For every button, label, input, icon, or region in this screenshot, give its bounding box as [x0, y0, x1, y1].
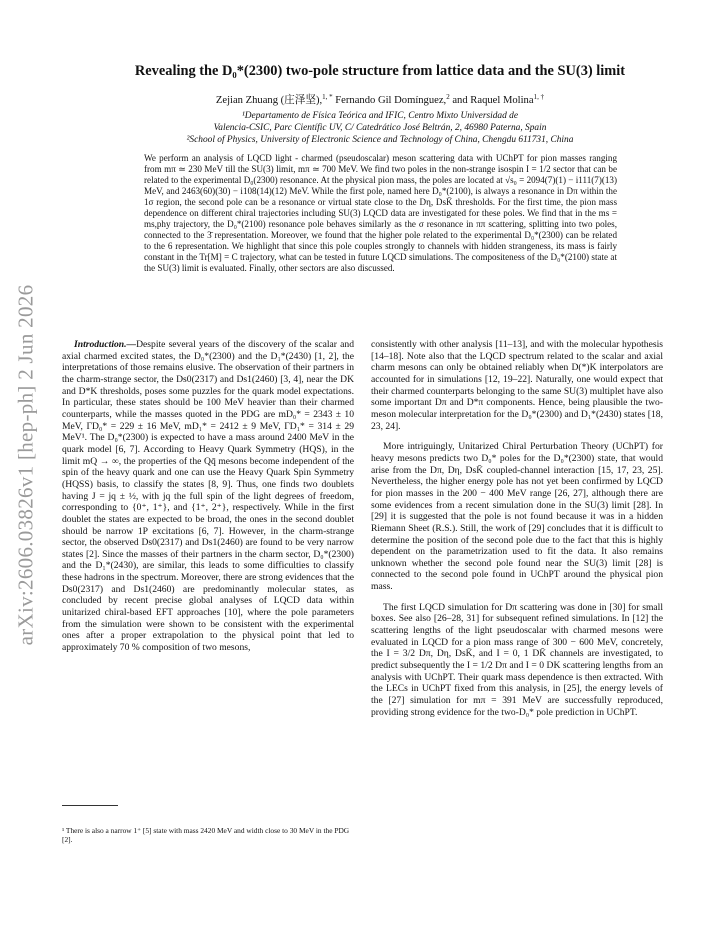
arxiv-id-text: arXiv:2606.03826v1 [hep-ph] 2 Jun 2026: [13, 284, 38, 646]
footnote-rule: [62, 805, 118, 806]
footnote: ¹ There is also a narrow 1⁺ [5] state with mass 2420 MeV and width close to 30 MeV in the PDG [2].: [62, 826, 350, 845]
affiliation-1-line-1: ¹Departamento de Física Teórica and IFIC, Centro Mixto Universidad de: [241, 111, 519, 121]
affiliation-2: ²School of Physics, University of Electronic Science and Technology of China, Chengdu 611731, China: [186, 135, 574, 145]
body-column-right: [371, 339, 663, 718]
arxiv-identifier-stamp: [6, 265, 46, 665]
author-2-marks: 2: [446, 93, 450, 101]
author-2: Fernando Gil Domínguez,: [335, 95, 447, 106]
body-column-left: [62, 339, 354, 654]
paper-title: Revealing the D₀*(2300) two-pole structure from lattice data and the SU(3) limit: [134, 63, 626, 79]
author-1-marks: 1, *: [322, 93, 333, 101]
author-3-marks: 1, †: [533, 93, 545, 101]
author-list: [90, 92, 670, 107]
paragraph-lqcd: The first LQCD simulation for Dπ scattering was done in [30] for small boxes. See also [26–28, 31] for subsequent refined simulations. In [12] the scattering lengths of the light pseudoscalar with charmed mesons were evaluated in LQCD for a pion mass range of 300 − 600 MeV, concretely, the I = 3/2 Dπ, Dη, DsK̄, and I = 0, 1 DK̄ channels are investigated, to predict subsequently the I = 1/2 Dπ and I = 0 DK scattering lengths from an analysis with UChPT. Their quark mass dependence is then extracted. With the LECs in UChPT fixed from this analysis, in [25], the energy levels of the [27] simulation for mπ = 391 MeV are successfully reproduced, providing strong evidence for the two-D₀* pole prediction in UChPT.: [371, 601, 663, 718]
author-1: Zejian Zhuang (庄泽坚),: [215, 95, 323, 106]
section-heading-introduction: Introduction.—: [74, 339, 137, 350]
intro-paragraph: [62, 339, 354, 654]
paragraph-continued: consistently with other analysis [11–13], and with the molecular hypothesis [14–18]. Note also that the LQCD spectrum related to the scalar and axial charm mesons can only be obtained reliably when D(*)K interpolators are accounted for in simulations [12, 19–22]. Naturally, one would expect that their charmed counterparts belonging to the same SU(3) multiplet have also some important Dπ and D*π components. Hence, being plausible the two-meson molecular interpretation for the D₀*(2300) and D₁*(2430) states [18, 23, 24].: [371, 339, 663, 432]
author-3: and Raquel Molina: [452, 95, 534, 106]
intro-paragraph-text: Despite several years of the discovery of the scalar and axial charmed excited states, the D₀*(2300) and the D₁*(2430) [1, 2], the interpretations of those remains elusive. The observation of their partners in the charm-strange sector, the Ds0(2317) and Ds1(2460) [3, 4], near the DK and D*K thresholds, poses some puzzles for the quark model expectations. In particular, these states should be 100 MeV heavier than their charmed counterparts, while the masses quoted in the PDG are mD₀* = 2343 ± 10 MeV, ΓD₀* = 229 ± 16 MeV, mD₁* = 2412 ± 9 MeV, ΓD₁* = 314 ± 29 MeV¹. The D₀*(2300) is expected to have a mass around 2400 MeV in the quark model [6, 7]. According to Heavy Quark Symmetry (HQS), in the limit mQ → ∞, the properties of the Qq̄ mesons become independent of the spin of the heavy quark and one can use the Heavy Quark Spin Symmetry (HQSS) basis, to classify the states [8, 9]. Thus, one finds two doublets having J = jq ± ½, with jq the full spin of the light degrees of freedom, corresponding to {0⁺, 1⁺}, and {1⁺, 2⁺}, respectively. While in the first doublet the states are expected to be broad, the ones in the second doublet should be narrow 1P excitations [6, 7]. However, in the charm-strange sector, the observed Ds0(2317) and Ds1(2460) are found to be very narrow states [2]. Since the masses of their partners in the charm sector, D₀*(2300) and the D₁*(2430), are similar, this leads to some difficulties to classify these hadrons in the spectrum. Moreover, there are strong evidences that the Ds0(2317) and Ds1(2460) are predominantly molecular states, as concluded by recent precise global analyses of LQCD data within unitarized chiral-based EFT approaches [10], where the pole parameters from the simulation were shown to be consistent with the experimental ones after a proper extrapolation to the physical point that led to approximately 70 % composition of two mesons,: [62, 339, 354, 654]
paragraph-uchpt: More intriguingly, Unitarized Chiral Perturbation Theory (UChPT) for heavy mesons predicts two D₀* poles for the D₀*(2300) state, that would arise from the Dπ, Dη, DsK̄ coupled-channel interaction [15, 17, 23, 25]. Nevertheless, the higher energy pole has not yet been confirmed by LQCD for pion masses in the 200 − 400 MeV range [26, 27], although there are some evidences from a recent simulation done in the SU(3) limit [28]. In [29] it is suggested that the pole is not found because it was in a hidden Riemann Sheet (R.S.). Still, the work of [29] concludes that it is difficult to determine the position of the second pole due to the fact that this is highly dependent on the parametrization used to fit the data. It also remains unknown whether the second pole found near the SU(3) limit [28] is connected to the second pole found in UChPT around the physical pion mass.: [371, 441, 663, 593]
affiliation-1-line-2: Valencia-CSIC, Parc Científic UV, C/ Catedrático José Beltrán, 2, 46980 Paterna, Spain: [213, 123, 547, 133]
abstract: We perform an analysis of LQCD light - charmed (pseudoscalar) meson scattering data with UChPT for pion masses ranging from mπ ≃ 230 MeV till the SU(3) limit, mπ ≃ 700 MeV. We find two poles in the non-strange isospin I = 1/2 sector that can be related to the experimental D₀(2300) resonance. At the physical pion mass, the poles are located at √s₀ = 2094(7)(1) − i111(7)(13) MeV, and 2463(60)(30) − i108(14)(12) MeV. While the first pole, named here D₀*(2100), is always a resonance in Dπ within the 1σ region, the second pole can be a resonance or virtual state close to the Dη, DsK̄ thresholds. For the first time, the pion mass dependence on different chiral trajectories including SU(3) LQCD data are investigated for these poles. We find that in the ms = ms,phy trajectory, the D₀*(2100) resonance pole behaves similarly as the σ resonance in ππ scattering, splitting into two poles, connected to the 3̄ representation. Moreover, we found that the higher pole related to the experimental D₀*(2300) can be related to the 6 representation. We highlight that since this pole couples strongly to channels with hidden strangeness, its mass is fairly constant in the Tr[M] = C trajectory, what can be tested in future LQCD simulations. The compositeness of the D₀*(2100) state at the SU(3) limit is evaluated. Finally, other sectors are also discussed.: [144, 153, 617, 274]
